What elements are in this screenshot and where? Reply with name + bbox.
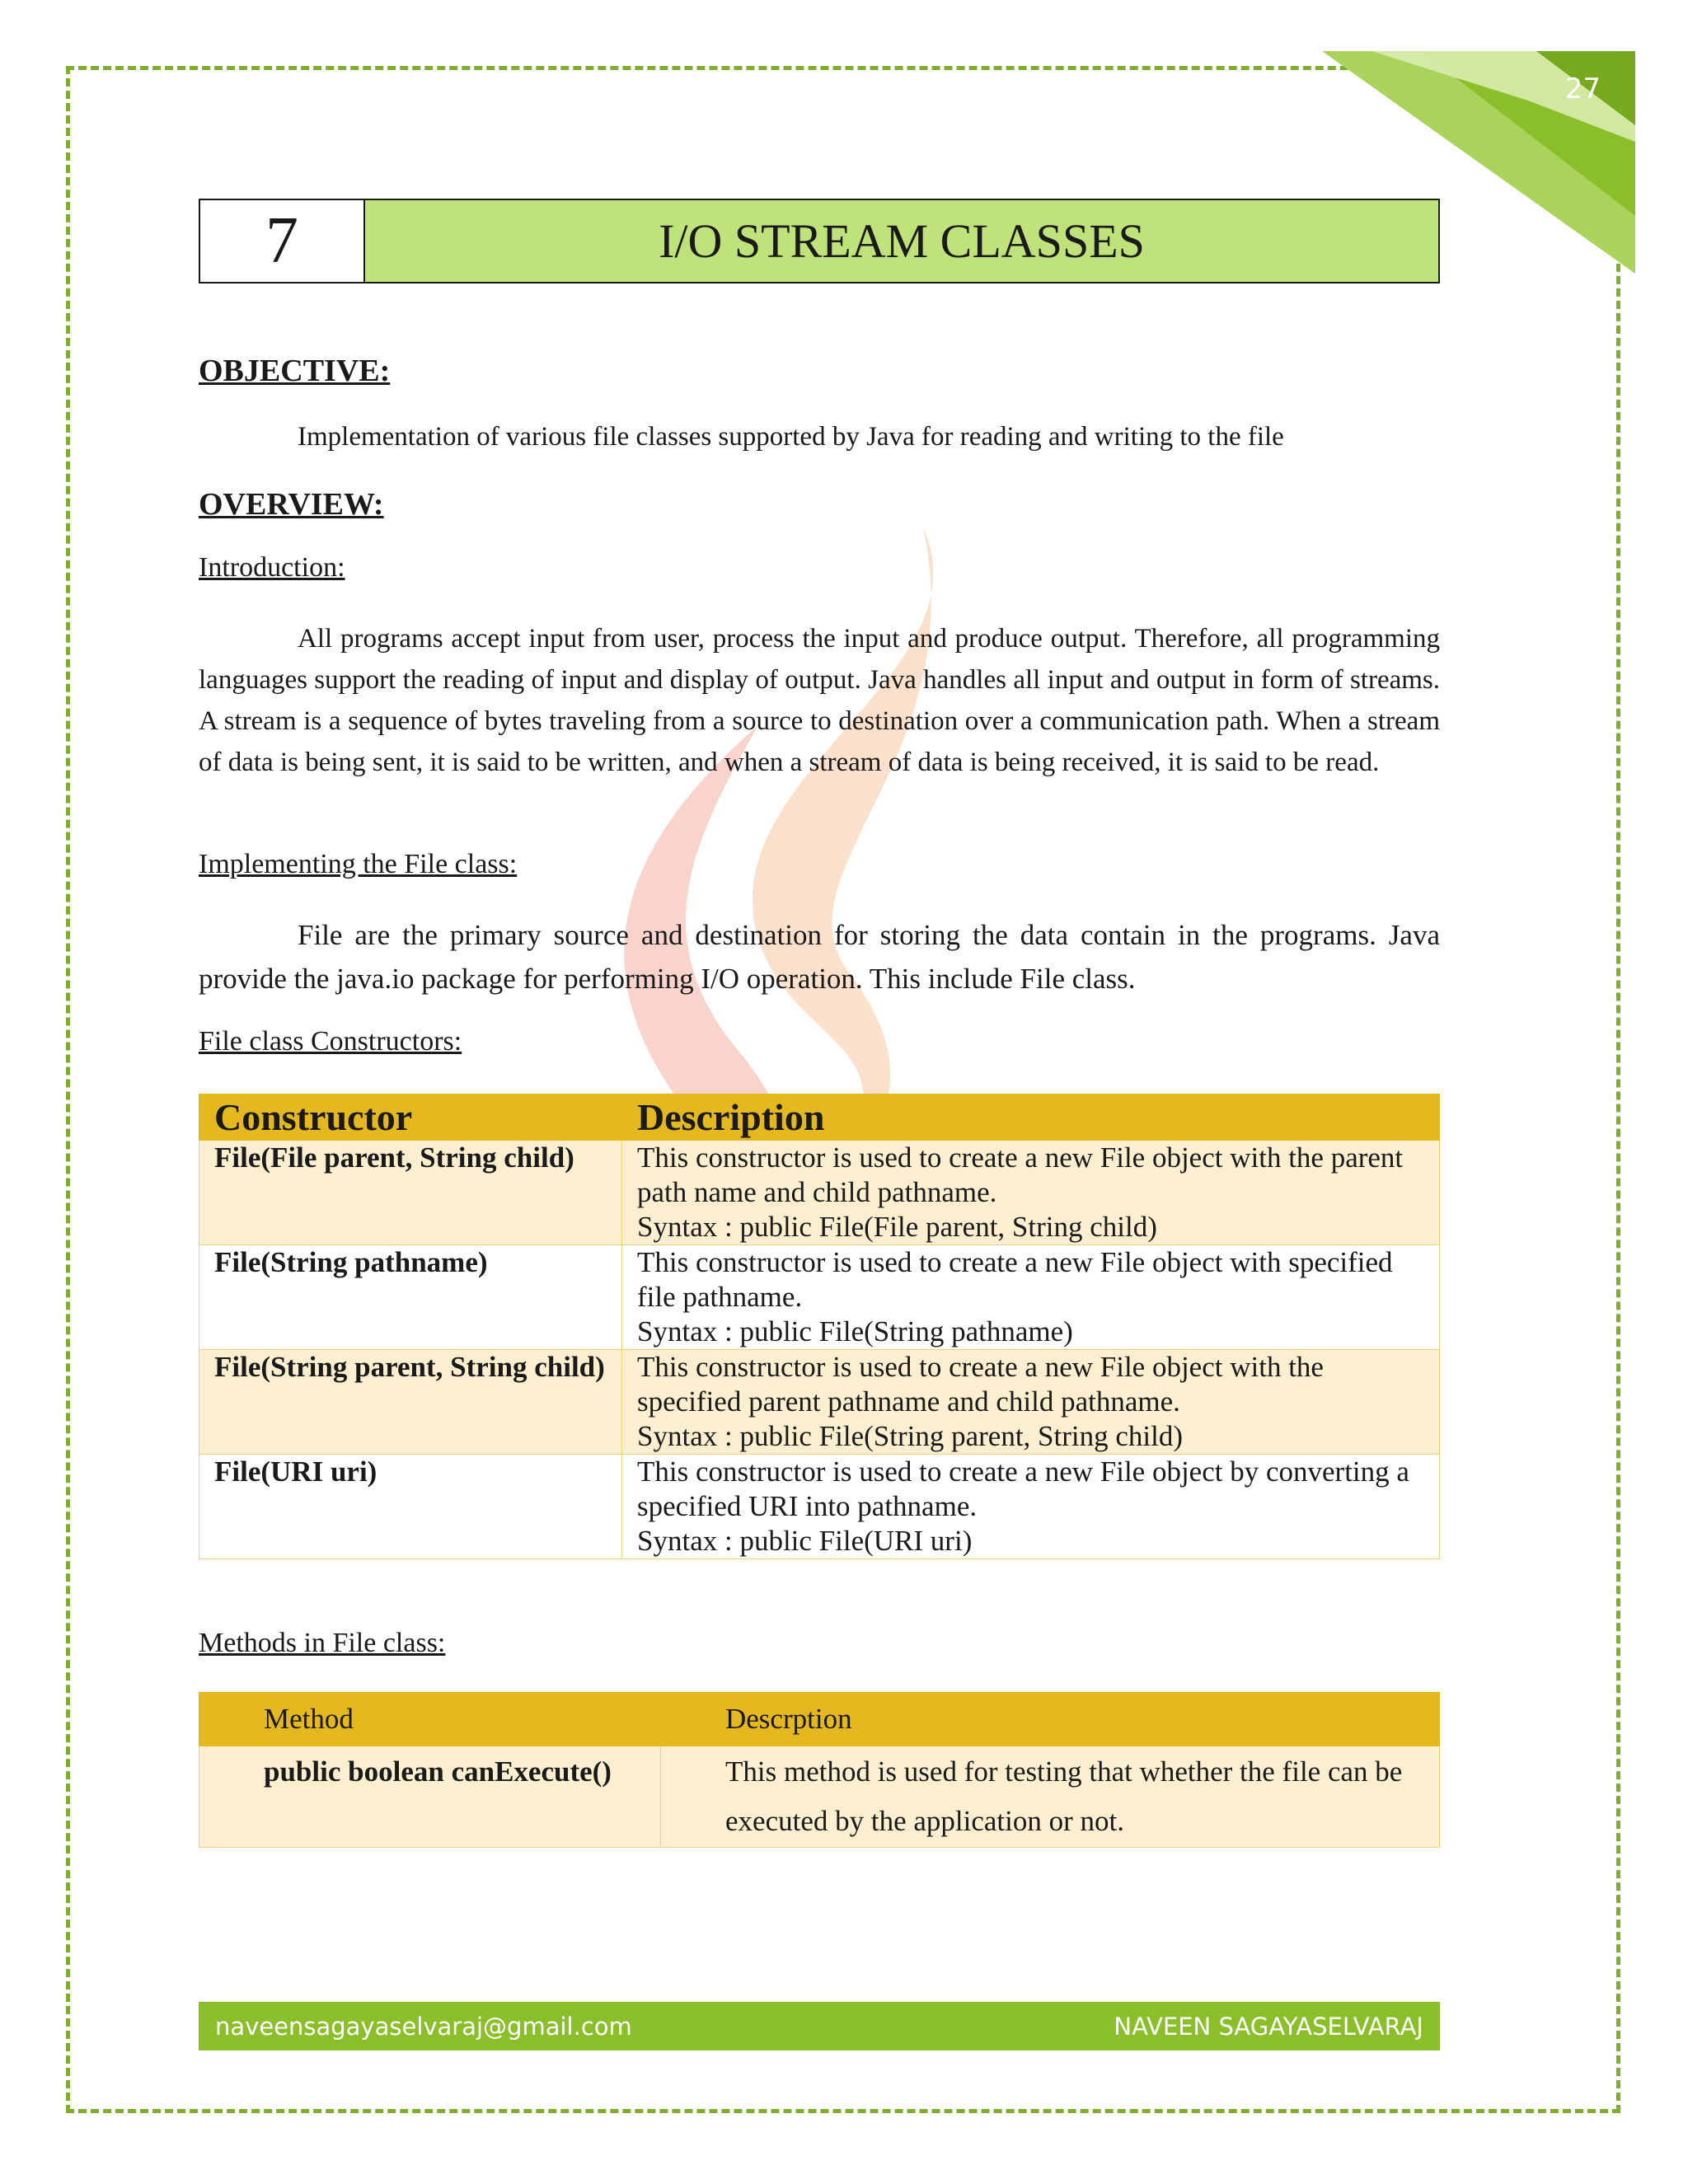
constructor-column-header: Constructor [199,1094,622,1141]
constructors-table [199,1094,1440,1559]
constructor-name: File(String parent, String child) [199,1350,622,1455]
method-column-header: Method [199,1693,661,1746]
table-row [199,1350,1440,1455]
description-text: This constructor is used to create a new File object by converting a specified URI into pathname. [637,1455,1409,1522]
description-text: This constructor is used to create a new File object with the specified parent pathname and child pathname. [637,1351,1324,1418]
constructor-name: File(String pathname) [199,1245,622,1350]
description-column-header: Description [622,1094,1440,1141]
footer-email: naveensagayaselvaraj@gmail.com [215,2012,632,2041]
syntax-text: Syntax : public File(String pathname) [637,1315,1073,1347]
constructor-name: File(File parent, String child) [199,1141,622,1245]
constructor-description [622,1141,1440,1245]
table-row [199,1455,1440,1559]
introduction-heading: Introduction: [199,552,345,583]
constructor-description [622,1245,1440,1350]
syntax-text: Syntax : public File(URI uri) [637,1525,973,1557]
method-name: public boolean canExecute() [199,1746,661,1848]
chapter-number: 7 [200,200,365,282]
overview-heading: OVERVIEW: [199,487,384,522]
constructor-description [622,1455,1440,1559]
constructor-name: File(URI uri) [199,1455,622,1559]
syntax-text: Syntax : public File(File parent, String child) [637,1211,1157,1243]
objective-heading: OBJECTIVE: [199,354,391,388]
file-class-text: File are the primary source and destination for storing the data contain in the programs. Java provide the java.io package for performing I/O operation. This include File class. [199,919,1440,995]
methods-heading: Methods in File class: [199,1628,446,1658]
file-class-heading: Implementing the File class: [199,849,518,879]
description-text: This constructor is used to create a new File object with the parent path name and child pathname. [637,1141,1404,1208]
method-description: This method is used for testing that whether the file can be executed by the application or not. [661,1746,1440,1848]
footer-bar [199,2002,1440,2050]
table-row [199,1746,1440,1848]
introduction-text: All programs accept input from user, process the input and produce output. Therefore, all programming languages support the reading of input and display of output. Java handles all input and output in form of streams. A stream is a sequence of bytes traveling from a source to destination over a communication path. When a stream of data is being sent, it is said to be written, and when a stream of data is being received, it is said to be read. [199,624,1440,777]
table-row [199,1245,1440,1350]
objective-text: Implementation of various file classes supported by Java for reading and writing to the file [298,422,1284,452]
syntax-text: Syntax : public File(String parent, String child) [637,1420,1184,1452]
page-number: 27 [1564,73,1601,105]
description-text: This constructor is used to create a new File object with specified file pathname. [637,1246,1393,1313]
description-column-header: Descrption [661,1693,1440,1746]
table-header-row [199,1693,1440,1746]
methods-table [199,1692,1440,1848]
constructors-heading: File class Constructors: [199,1026,462,1057]
constructor-description [622,1350,1440,1455]
footer-author: NAVEEN SAGAYASELVARAJ [1114,2012,1423,2041]
chapter-title: I/O STREAM CLASSES [365,200,1438,282]
chapter-title-box [199,199,1440,284]
table-row [199,1141,1440,1245]
table-header-row [199,1094,1440,1141]
